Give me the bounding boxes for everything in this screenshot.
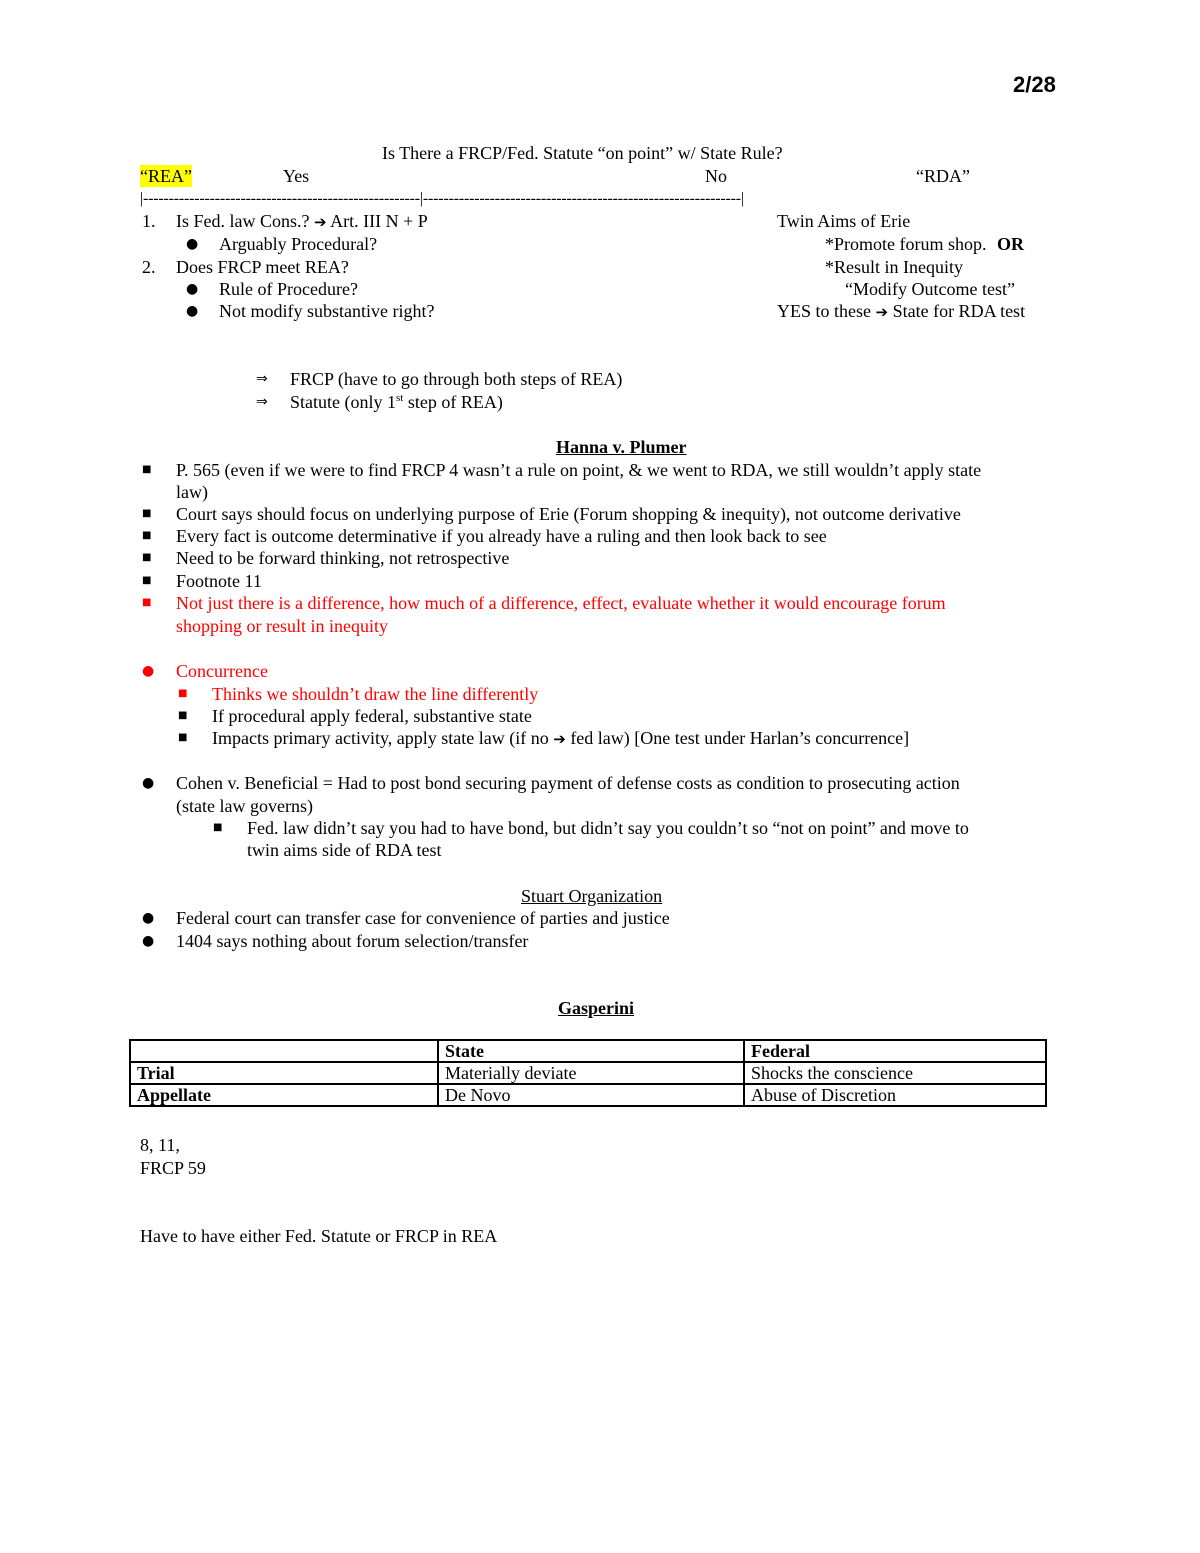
right-arrow-icon: ➔ <box>553 730 566 748</box>
right-arrow-icon: ➔ <box>314 213 327 231</box>
hanna-item-4: Need to be forward thinking, not retrospective <box>176 548 510 568</box>
rea-step-1-sub-1: Arguably Procedural? <box>219 234 378 254</box>
hanna-item-6-cont: shopping or result in inequity <box>176 616 388 636</box>
rda-line-2: *Result in Inequity <box>825 257 963 277</box>
cohen-line-2: (state law governs) <box>176 796 313 816</box>
implication-2-sup: st <box>396 392 404 404</box>
hanna-item-3: Every fact is outcome determinative if you already have a ruling and then look back to see <box>176 526 827 546</box>
table-header-federal: Federal <box>744 1040 1046 1062</box>
cohen-sub-1: Fed. law didn’t say you had to have bond, but didn’t say you couldn’t so “not on point” and move to <box>247 818 969 838</box>
square-bullet-icon: ■ <box>142 552 152 563</box>
right-arrow-icon: ➔ <box>875 303 889 321</box>
gasperini-table <box>129 1039 1047 1107</box>
rea-label: “REA” <box>140 166 192 186</box>
bullet-icon: ● <box>142 933 155 949</box>
bullet-icon: ● <box>142 775 155 791</box>
square-bullet-icon: ■ <box>213 822 223 833</box>
rda-title: Twin Aims of Erie <box>777 211 911 231</box>
implication-2-pre: Statute (only 1 <box>290 392 396 412</box>
hanna-title: Hanna v. Plumer <box>556 437 687 457</box>
rea-step-1-text: Is Fed. law Cons.? <box>176 211 310 231</box>
stuart-item-1: Federal court can transfer case for convenience of parties and justice <box>176 908 670 928</box>
square-bullet-icon: ■ <box>142 575 152 586</box>
square-bullet-icon: ■ <box>142 508 152 519</box>
table-cell: Shocks the conscience <box>744 1062 1046 1084</box>
hanna-item-1-cont: law) <box>176 482 208 502</box>
concurrence-sub-2: If procedural apply federal, substantive state <box>212 706 532 726</box>
rda-label: “RDA” <box>916 166 970 186</box>
rda-line-4-pre: YES to these <box>777 301 871 321</box>
table-row-label: Appellate <box>130 1084 438 1106</box>
square-bullet-icon: ■ <box>178 688 188 699</box>
concurrence-sub-1: Thinks we shouldn’t draw the line differently <box>212 684 539 704</box>
rea-step-1-after: Art. III N + P <box>330 211 428 231</box>
footer-line-2: FRCP 59 <box>140 1158 206 1178</box>
implication-1: FRCP (have to go through both steps of REA) <box>290 369 623 389</box>
bullet-icon: ● <box>186 281 199 297</box>
page-date: 2/28 <box>1013 72 1056 97</box>
gasperini-title: Gasperini <box>558 998 635 1018</box>
bullet-icon: ● <box>142 663 155 679</box>
square-bullet-icon: ■ <box>142 464 152 475</box>
rea-step-2-sub-1: Rule of Procedure? <box>219 279 358 299</box>
divider-text: |------------------------------------------------------|--------------------------------------------------------------| <box>140 190 744 207</box>
no-label: No <box>705 166 727 186</box>
hanna-item-6: Not just there is a difference, how much of a difference, effect, evaluate whether it would encourage forum <box>176 593 946 613</box>
footer-line-1: 8, 11, <box>140 1135 180 1155</box>
rda-or: OR <box>997 234 1024 254</box>
square-bullet-icon: ■ <box>142 597 152 608</box>
rea-step-2-num: 2. <box>142 257 156 277</box>
table-row-label: Trial <box>130 1062 438 1084</box>
rea-step-2-text: Does FRCP meet REA? <box>176 257 349 277</box>
table-row <box>130 1040 1046 1062</box>
chart-question: Is There a FRCP/Fed. Statute “on point” w/ State Rule? <box>382 143 783 163</box>
square-bullet-icon: ■ <box>142 530 152 541</box>
square-bullet-icon: ■ <box>178 732 188 743</box>
stuart-item-2: 1404 says nothing about forum selection/transfer <box>176 931 529 951</box>
rea-step-1-num: 1. <box>142 211 156 231</box>
yes-label: Yes <box>283 166 310 186</box>
table-cell: Abuse of Discretion <box>744 1084 1046 1106</box>
implication-2 <box>290 391 503 413</box>
concurrence-sub-3 <box>212 727 909 750</box>
rda-line-4-post: State for RDA test <box>892 301 1026 321</box>
bullet-icon: ● <box>142 910 155 926</box>
table-row <box>130 1062 1046 1084</box>
cohen-line-1: Cohen v. Beneficial = Had to post bond securing payment of defense costs as condition to prosecuting action <box>176 773 960 793</box>
implies-arrow-icon: ⇒ <box>256 394 268 410</box>
bullet-icon: ● <box>186 236 199 252</box>
rda-line-1 <box>825 233 1024 255</box>
hanna-item-5: Footnote 11 <box>176 571 262 591</box>
table-row <box>130 1084 1046 1106</box>
table-cell: De Novo <box>438 1084 744 1106</box>
table-header-state: State <box>438 1040 744 1062</box>
rda-line-3: “Modify Outcome test” <box>845 279 1015 299</box>
rea-step-2-sub-2: Not modify substantive right? <box>219 301 435 321</box>
cohen-sub-1-cont: twin aims side of RDA test <box>247 840 442 860</box>
implication-2-post: step of REA) <box>403 392 503 412</box>
rea-step-1 <box>176 210 428 233</box>
implies-arrow-icon: ⇒ <box>256 371 268 387</box>
concurrence-impact-post: fed law) [One test under Harlan’s concurrence] <box>570 728 910 748</box>
rda-line-4 <box>777 300 1025 323</box>
hanna-item-2: Court says should focus on underlying purpose of Erie (Forum shopping & inequity), not outcome derivative <box>176 504 961 524</box>
bullet-icon: ● <box>186 303 199 319</box>
table-cell <box>130 1040 438 1062</box>
rda-line-1-text: *Promote forum shop. <box>825 234 987 254</box>
footer-line-3: Have to have either Fed. Statute or FRCP in REA <box>140 1226 498 1246</box>
concurrence-impact-pre: Impacts primary activity, apply state law (if no <box>212 728 549 748</box>
square-bullet-icon: ■ <box>178 710 188 721</box>
divider-line <box>140 188 950 210</box>
concurrence-label: Concurrence <box>176 661 268 681</box>
stuart-title: Stuart Organization <box>521 886 663 906</box>
hanna-item-1: P. 565 (even if we were to find FRCP 4 wasn’t a rule on point, & we went to RDA, we still wouldn’t apply state <box>176 460 982 480</box>
table-cell: Materially deviate <box>438 1062 744 1084</box>
